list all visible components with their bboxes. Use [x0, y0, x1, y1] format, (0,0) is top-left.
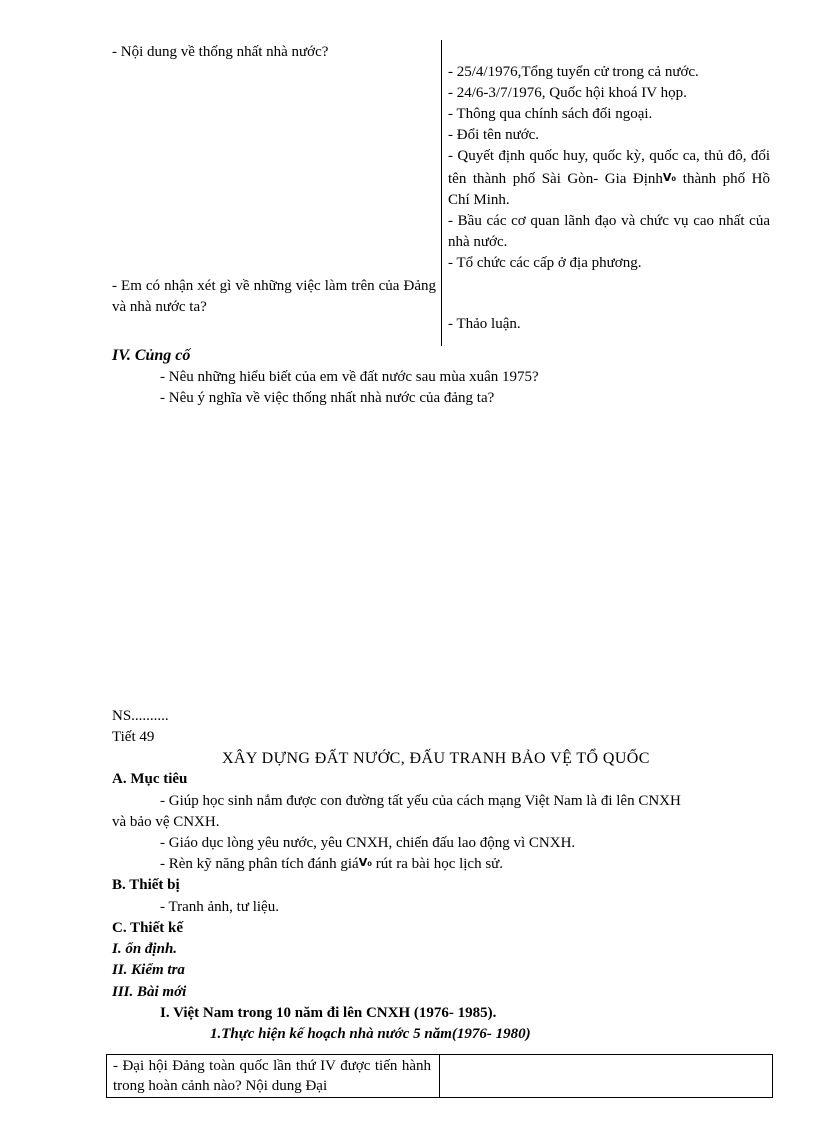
- answer-item-text: - Quyết định quốc huy, quốc kỳ, quốc ca, thủ đô, đổi tên thành phố Sài Gòn- Gia Định: [448, 148, 770, 187]
- section-a-heading: A. Mục tiêu: [112, 771, 188, 787]
- objective-item-continuation: và bảo vệ CNXH.: [112, 814, 220, 830]
- table-column-divider: [439, 1055, 440, 1097]
- answer-item: - Tổ chức các cấp ở địa phương.: [448, 255, 642, 271]
- answer-item-continuation: thành phố Hồ Chí Minh.: [448, 171, 770, 208]
- step-stabilize: I. ổn định.: [112, 941, 178, 957]
- answer-item: [448, 146, 770, 211]
- consolidation-heading: IV. Củng cố: [112, 347, 191, 364]
- arrow-mark-icon: V₀: [358, 856, 373, 869]
- question-comment-on-actions: - Em có nhận xét gì về những việc làm trên của Đảng và nhà nước ta?: [112, 278, 436, 315]
- objective-item: - Giúp học sinh nắm được con đường tất yếu của cách mạng Việt Nam là đi lên CNXH: [160, 793, 681, 809]
- answer-item: - 24/6-3/7/1976, Quốc hội khoá IV họp.: [448, 85, 687, 101]
- discussion-note: - Thảo luận.: [448, 316, 521, 332]
- arrow-mark-icon: V₀: [662, 171, 677, 184]
- step-new-lesson: III. Bài mới: [112, 984, 187, 1000]
- section-c-heading: C. Thiết kế: [112, 920, 183, 936]
- answer-item: - 25/4/1976,Tổng tuyển cử trong cả nước.: [448, 64, 699, 80]
- answer-item: - Đổi tên nước.: [448, 127, 540, 143]
- objective-item: - Giáo dục lòng yêu nước, yêu CNXH, chiến đấu lao động vì CNXH.: [160, 835, 576, 851]
- consolidation-item: - Nêu ý nghĩa về việc thống nhất nhà nước của đảng ta?: [160, 390, 495, 406]
- answer-list: [448, 62, 770, 274]
- question-unification-content: - Nội dung về thống nhất nhà nước?: [112, 44, 329, 60]
- answer-item: - Bầu các cơ quan lãnh đạo và chức vụ cao nhất của nhà nước.: [448, 213, 770, 250]
- equipment-item: - Tranh ảnh, tư liệu.: [160, 899, 279, 915]
- ns-label: NS..........: [112, 708, 169, 724]
- objective-item: [160, 856, 503, 873]
- lesson-title: XÂY DỰNG ĐẤT NƯỚC, ĐẤU TRANH BẢO VỆ TỔ QUỐC: [222, 750, 650, 767]
- lesson-table: [106, 1054, 773, 1098]
- step-check: II. Kiểm tra: [112, 962, 185, 978]
- consolidation-item: - Nêu những hiểu biết của em về đất nước sau mùa xuân 1975?: [160, 369, 539, 385]
- qa-two-column-block: [112, 40, 772, 346]
- objective-item-text: - Rèn kỹ năng phân tích đánh giá: [160, 856, 359, 872]
- period-label: Tiết 49: [112, 729, 155, 745]
- answer-item: - Thông qua chính sách đối ngoại.: [448, 106, 653, 122]
- column-divider: [441, 40, 442, 346]
- section-title: I. Việt Nam trong 10 năm đi lên CNXH (1976- 1985).: [160, 1005, 497, 1021]
- objective-item-tail: rút ra bài học lịch sử.: [375, 856, 504, 872]
- section-b-heading: B. Thiết bị: [112, 877, 180, 893]
- table-question: - Đại hội Đảng toàn quốc lần thứ IV được tiến hành trong hoàn cảnh nào? Nội dung Đại: [113, 1058, 431, 1094]
- subsection-title: 1.Thực hiện kế hoạch nhà nước 5 năm(1976- 1980): [210, 1026, 531, 1042]
